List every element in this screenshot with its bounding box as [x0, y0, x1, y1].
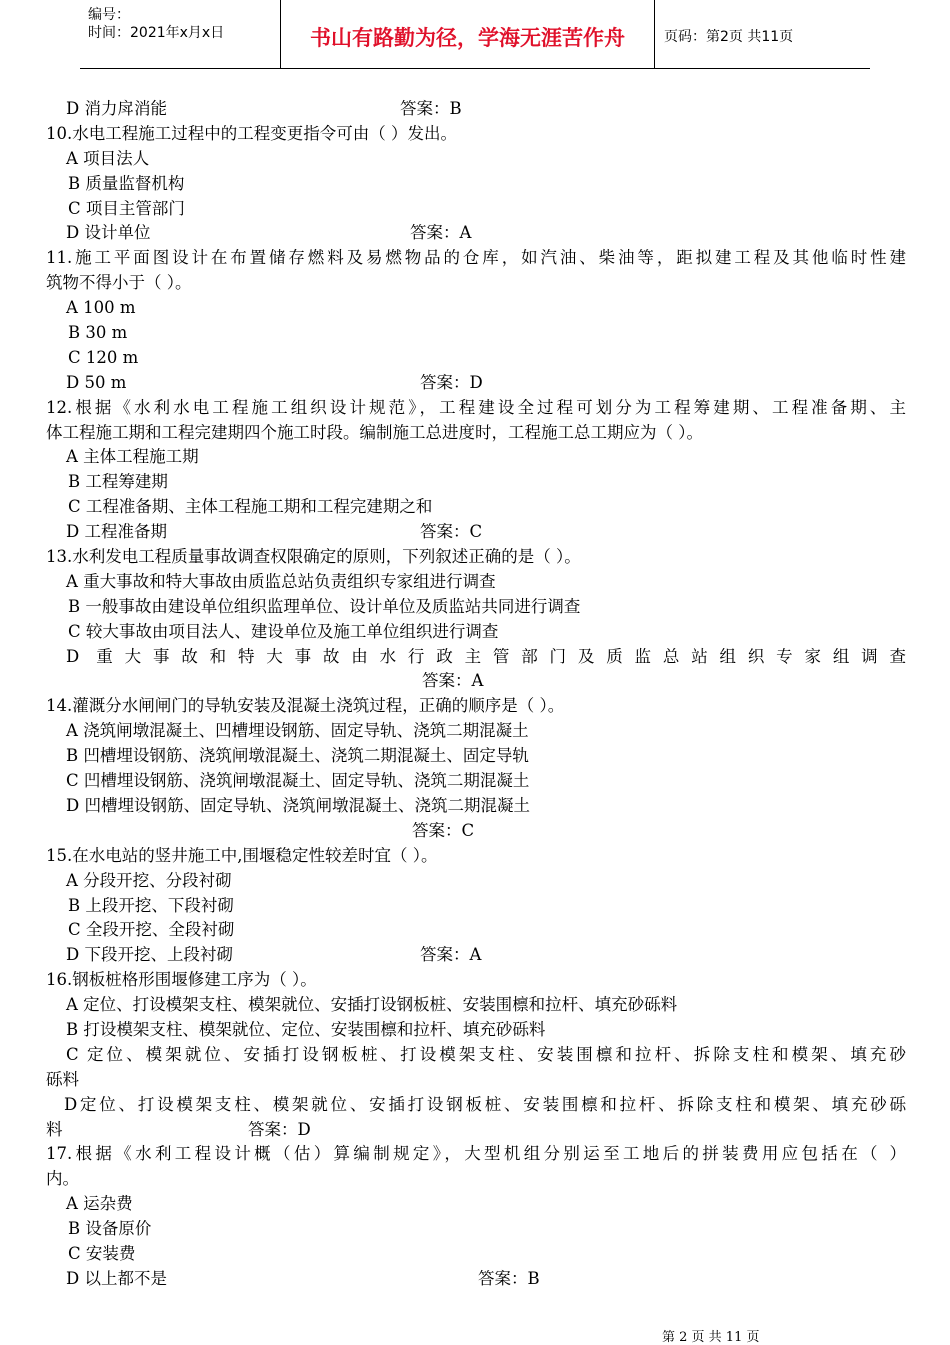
option-line: A 运杂费 [66, 1194, 133, 1214]
option-line-cont: 料 [46, 1119, 63, 1139]
option-line: A 分段开挖、分段衬砌 [66, 870, 232, 890]
option-line: C 较大事故由项目法人、建设单位及施工单位组织进行调查 [68, 621, 499, 641]
question-text: 16.钢板桩格形围堰修建工序为（ ）。 [46, 970, 317, 990]
option-line: D 以上都不是 [66, 1268, 167, 1288]
option-line: D 下段开挖、上段衬砌 [66, 945, 233, 965]
option-line: C 定位、模架就位、安插打设钢板桩、打设模架支柱、安装围檩和拉杆、拆除支柱和模架、填充砂 [66, 1044, 906, 1064]
option-line: B 打设模架支柱、模架就位、定位、安装围檩和拉杆、填充砂砾料 [66, 1019, 546, 1039]
question-text: 17.根据《水利工程设计概（估）算编制规定》，大型机组分别运至工地后的拼装费用应包括在（ ） [46, 1144, 906, 1164]
question-text: 10.水电工程施工过程中的工程变更指令可由（ ）发出。 [46, 123, 457, 143]
option-line: C 安装费 [68, 1243, 136, 1263]
page-info: 页码：第2页 共11页 [664, 29, 794, 45]
option-line: B 设备原价 [68, 1219, 152, 1239]
page-footer: 第 2 页 共 11 页 [662, 1330, 760, 1345]
option-line: C 120 m [68, 347, 139, 367]
option-line: C 工程准备期、主体工程施工期和工程完建期之和 [68, 497, 433, 517]
document-time-label: 时间：2021年x月x日 [88, 25, 225, 41]
question-text: 11.施工平面图设计在布置储存燃料及易燃物品的仓库，如汽油、柴油等，距拟建工程及其他临时性建 [46, 248, 906, 268]
answer-text: 答案：B [478, 1268, 540, 1288]
option-line: D 50 m [66, 372, 127, 392]
option-line: B 工程筹建期 [68, 472, 168, 492]
header-motto-cell [280, 0, 655, 68]
option-line: B 一般事故由建设单位组织监理单位、设计单位及质监站共同进行调查 [68, 596, 581, 616]
option-line: A 重大事故和特大事故由质监总站负责组织专家组进行调查 [66, 571, 496, 591]
question-text-cont: 内。 [46, 1169, 79, 1189]
option-line-justified: D 重大事故和特大事故由水行政主管部门及质监总站组织专家组调查 [66, 646, 906, 666]
question-text: 15.在水电站的竖井施工中,围堰稳定性较差时宜（ ）。 [46, 845, 438, 865]
option-line: A 浇筑闸墩混凝土、凹槽埋设钢筋、固定导轨、浇筑二期混凝土 [66, 721, 529, 741]
question-text-cont: 筑物不得小于（ ）。 [46, 273, 192, 293]
header-motto: 书山有路勤为径，学海无涯苦作舟 [310, 26, 625, 50]
answer-text: 答案：B [400, 99, 462, 118]
answer-text: 答案：D [248, 1119, 311, 1139]
question-text-cont: 体工程施工期和工程完建期四个施工时段。编制施工总进度时，工程施工总工期应为（ ）。 [46, 422, 703, 442]
option-line: D 设计单位 [66, 223, 151, 243]
option-line: D 凹槽埋设钢筋、固定导轨、浇筑闸墩混凝土、浇筑二期混凝土 [66, 795, 530, 815]
option-line: B 凹槽埋设钢筋、浇筑闸墩混凝土、浇筑二期混凝土、固定导轨 [66, 746, 529, 766]
option-line-cont: 砾料 [46, 1069, 79, 1089]
header-left-cell [80, 0, 280, 68]
document-number-label: 编号： [88, 7, 130, 23]
option-line: D定位、打设模架支柱、模架就位、安插打设钢板桩、安装围檩和拉杆、拆除支柱和模架、填充砂砾 [64, 1094, 906, 1114]
answer-text: 答案：C [420, 522, 483, 542]
option-line: A 100 m [66, 298, 136, 318]
answer-text: 答案：C [412, 820, 475, 840]
option-line: A 项目法人 [66, 148, 150, 168]
option-line: C 全段开挖、全段衬砌 [68, 920, 235, 940]
header-right-cell [654, 0, 870, 68]
answer-text: 答案：A [420, 945, 482, 965]
answer-text: 答案：A [410, 223, 472, 243]
question-text: 14.灌溉分水闸闸门的导轨安装及混凝土浇筑过程，正确的顺序是（ ）。 [46, 696, 565, 716]
question-text: 12.根据《水利水电工程施工组织设计规范》，工程建设全过程可划分为工程筹建期、工程准备期、主 [46, 397, 906, 417]
page-header [80, 0, 870, 69]
question-text: 13.水利发电工程质量事故调查权限确定的原则，下列叙述正确的是（ ）。 [46, 547, 581, 567]
option-line: B 上段开挖、下段衬砌 [68, 895, 234, 915]
answer-text: 答案：A [422, 671, 484, 691]
option-line: A 定位、打设模架支柱、模架就位、安插打设钢板桩、安装围檩和拉杆、填充砂砾料 [66, 995, 678, 1015]
option-line: A 主体工程施工期 [66, 447, 199, 467]
option-line: D 工程准备期 [66, 522, 167, 542]
question-list [0, 97, 950, 1292]
answer-text: 答案：D [420, 372, 483, 392]
option-line: C 项目主管部门 [68, 198, 185, 218]
option-line: D 消力戽消能 [66, 99, 167, 118]
option-line: B 30 m [68, 323, 128, 343]
option-line: B 质量监督机构 [68, 173, 185, 193]
option-line: C 凹槽埋设钢筋、浇筑闸墩混凝土、固定导轨、浇筑二期混凝土 [66, 771, 530, 791]
